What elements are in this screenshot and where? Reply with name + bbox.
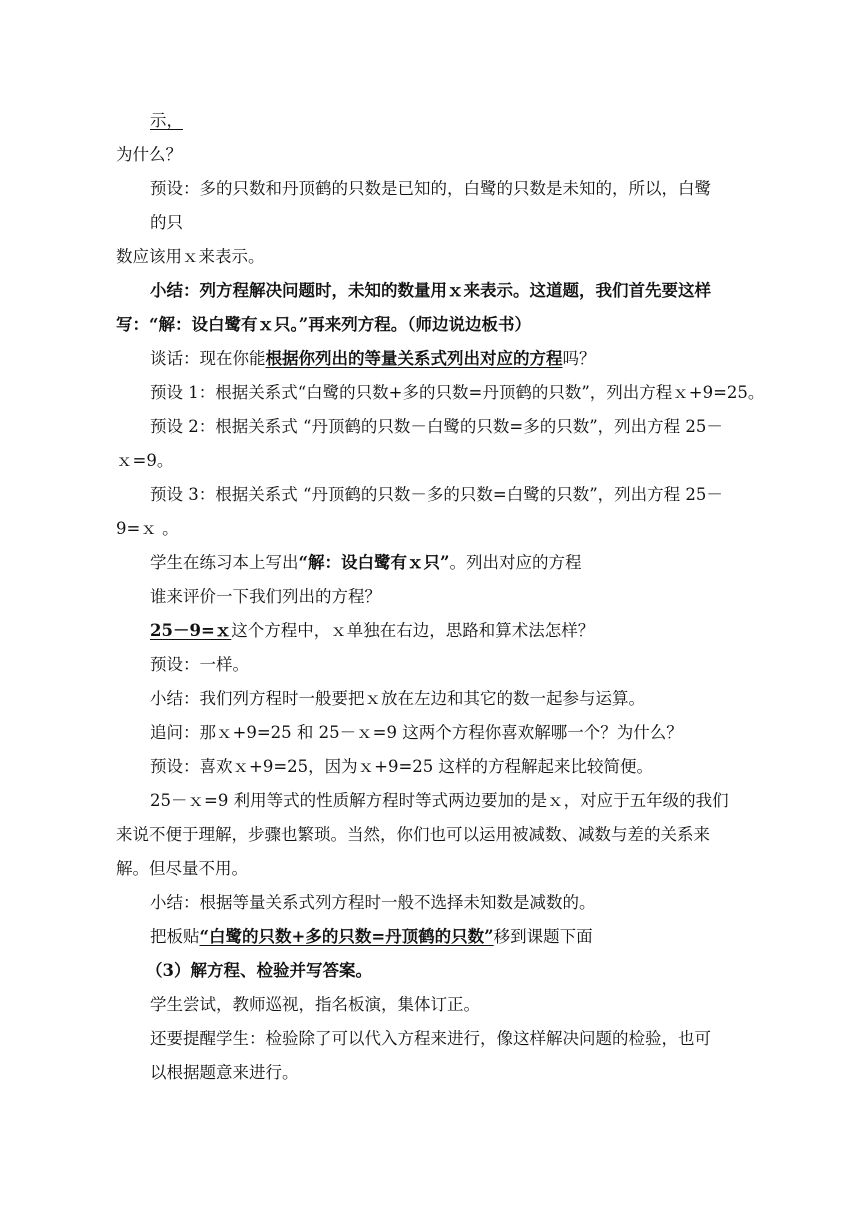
text-line: 来说不便于理解，步骤也繁琐。当然，你们也可以运用被减数、减数与差的关系来 [116,825,710,844]
text-line: 谁来评价一下我们列出的方程？ [150,587,381,606]
text-line: 预设 2：根据关系式 “丹顶鹤的只数－白鹭的只数=多的只数”，列出方程 25－ [150,417,723,436]
text-line: 预设：一样。 [150,655,249,674]
text-segment: 把板贴 [150,927,200,946]
text-line: 9=ｘ 。 [116,519,179,538]
text-line [150,926,593,948]
text-line: 预设：喜欢ｘ+9=25，因为ｘ+9=25 这样的方程解起来比较简便。 [150,757,654,776]
text-line [150,620,594,642]
summary-line: 小结：列方程解决问题时，未知的数量用ｘ来表示。这道题，我们首先要这样 [150,281,711,300]
text-line: 示， [150,111,183,130]
text-line: 以根据题意来进行。 [150,1063,299,1082]
text-line [150,348,596,370]
emphasis-text: “白鹭的只数+多的只数=丹顶鹤的只数” [199,927,494,946]
emphasis-text: 根据你列出的等量关系式列出对应的方程 [265,349,563,368]
text-line: ｘ=9。 [116,451,174,470]
text-line: 解。但尽量不用。 [116,859,248,878]
text-line: 追问：那ｘ+9=25 和 25－ｘ=9 这两个方程你喜欢解哪一个？为什么？ [150,723,683,742]
text-segment: 。列出对应的方程 [449,553,582,572]
summary-line: 写：“解：设白鹭有ｘ只。”再来列方程。（师边说边板书） [116,315,531,334]
text-line: 小结：我们列方程时一般要把ｘ放在左边和其它的数一起参与运算。 [150,689,645,708]
emphasis-text: “解：设白鹭有ｘ只” [298,553,450,572]
text-segment: 吗？ [562,349,596,368]
text-line: 预设 3：根据关系式 “丹顶鹤的只数－多的只数=白鹭的只数”，列出方程 25－ [150,485,723,504]
text-line: 的只 [150,213,183,232]
text-segment: 学生在练习本上写出 [150,553,299,572]
text-line: 还要提醒学生：检验除了可以代入方程来进行，像这样解决问题的检验，也可 [150,1029,711,1048]
text-line: 预设：多的只数和丹顶鹤的只数是已知的，白鹭的只数是未知的，所以，白鹭 [150,179,711,198]
text-line: 25－ｘ=9 利用等式的性质解方程时等式两边要加的是ｘ，对应于五年级的我们 [150,791,729,810]
text-line: 小结：根据等量关系式列方程时一般不选择未知数是减数的。 [150,893,596,912]
text-line: 为什么？ [116,145,182,164]
section-heading: （3）解方程、检验并写答案。 [146,961,372,980]
text-line: 学生尝试，教师巡视，指名板演，集体订正。 [150,995,480,1014]
text-line [150,552,581,574]
text-segment: 谈话：现在你能 [150,349,266,368]
text-segment: 移到课题下面 [493,927,593,946]
text-segment: 这个方程中，ｘ单独在右边，思路和算术法怎样？ [231,621,595,640]
text-line: 数应该用ｘ来表示。 [116,247,265,266]
emphasis-text: 25－9=ｘ [150,621,232,640]
text-line: 预设 1：根据关系式“白鹭的只数+多的只数=丹顶鹤的只数”，列出方程ｘ+9=25。 [150,383,765,402]
